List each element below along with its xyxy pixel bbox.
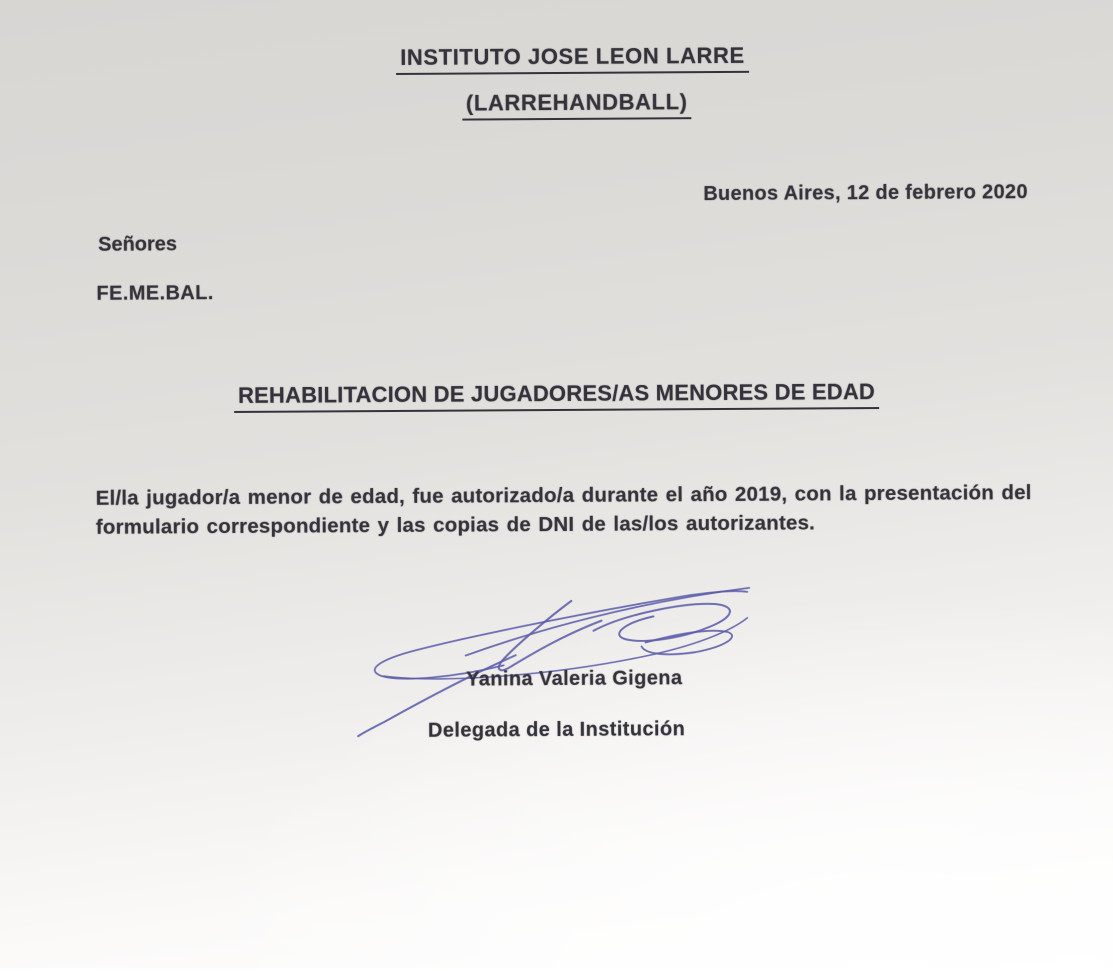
institution-alias: (LARREHANDBALL): [462, 89, 692, 120]
subject-heading-line: [0, 378, 1113, 415]
body-paragraph: [96, 478, 1056, 542]
institution-alias-line: [20, 86, 1113, 123]
body-line-1: El/la jugador/a menor de edad, fue autorizado/a durante el año 2019, con la presentación del: [95, 481, 1032, 510]
signatory-name: Yanina Valeria Gigena: [466, 667, 683, 691]
handwritten-signature: [353, 577, 754, 741]
subject-heading: REHABILITACION DE JUGADORES/AS MENORES DE EDAD: [234, 379, 879, 413]
signature-stroke-top-diagonal: [465, 588, 749, 656]
recipient-salutation: Señores: [98, 233, 178, 256]
institution-name: INSTITUTO JOSE LEON LARRE: [396, 43, 749, 75]
body-line-2: formulario correspondiente y las copias de DNI de las/los autorizantes.: [95, 511, 816, 539]
signature-stroke-loop: [498, 601, 601, 671]
date-line: Buenos Aires, 12 de febrero 2020: [703, 181, 1028, 206]
recipient-organization: FE.ME.BAL.: [96, 282, 214, 305]
institution-name-line: [16, 40, 1113, 77]
signatory-title: Delegada de la Institución: [427, 718, 686, 742]
